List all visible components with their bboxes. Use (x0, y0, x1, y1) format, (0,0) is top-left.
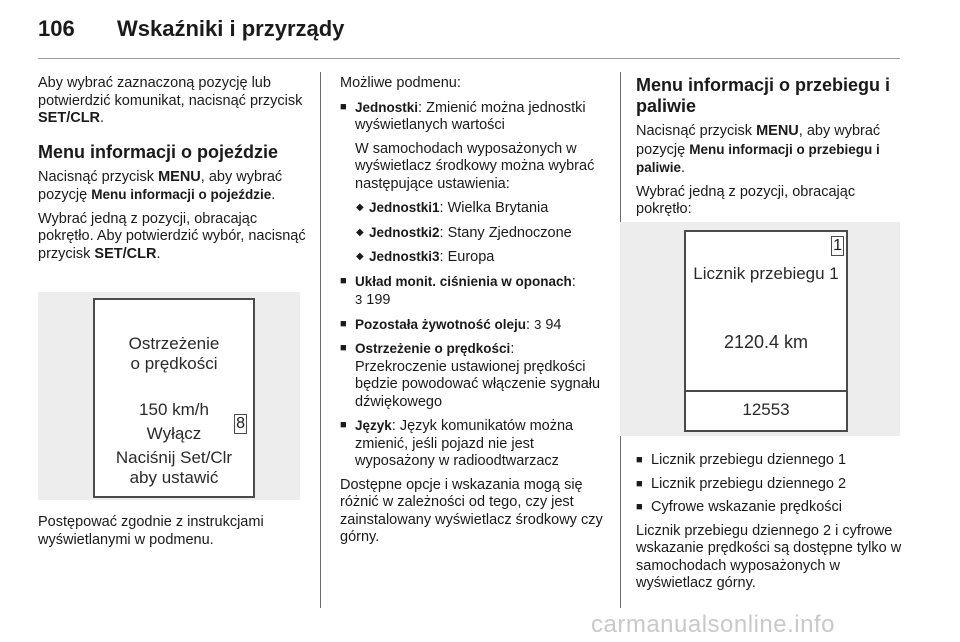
item-label: Jednostki1 (369, 200, 440, 215)
list-item: ■ Licznik przebiegu dziennego 1 (636, 452, 904, 470)
display-odometer: 12553 (742, 400, 790, 419)
item-text: : (571, 273, 576, 290)
button-name: MENU (756, 123, 799, 139)
button-name: MENU (158, 168, 201, 185)
list-item: ■ Licznik przebiegu dziennego 2 (636, 476, 904, 494)
text: . (271, 187, 276, 203)
trip-display-illustration (620, 222, 900, 436)
intro-paragraph (38, 75, 308, 128)
text: Nacisnąć przycisk (38, 168, 159, 185)
paragraph (38, 169, 308, 205)
section-heading-trip-fuel: Menu informacji o przebiegu i paliwie (636, 75, 891, 116)
item-text: : Przekroczenie ustawionej prędkości będzie powodować włączenie sygnału dźwiękowego (355, 341, 601, 410)
display-line: aby ustawić (129, 468, 219, 487)
display-frame (93, 298, 255, 498)
text: Wybrać jedną z pozycji, obracając pokrętło. Aby potwierdzić wybór, nacisnąć przycisk (38, 210, 306, 262)
list-item (340, 417, 608, 471)
item-label: Pozostała żywotność oleju (355, 316, 527, 332)
list-item (340, 340, 608, 411)
sub-list-item (340, 224, 608, 243)
page-reference: 94 (545, 316, 562, 333)
page-number: 106 (38, 16, 75, 41)
item-label: Ostrzeżenie o prędkości (355, 341, 511, 356)
page-indicator: 1 (833, 237, 842, 254)
column-1 (38, 75, 308, 269)
column-2 (340, 75, 608, 553)
item-label: Jednostki (355, 99, 419, 115)
display-line: o prędkości (130, 354, 218, 373)
menu-name: Menu informacji o przebiegu i paliwie (636, 141, 880, 175)
paragraph: Postępować zgodnie z instrukcjami wyświetlanymi w podmenu. (38, 514, 264, 548)
list-item: ■ Cyfrowe wskazanie prędkości (636, 499, 904, 517)
display-line: Ostrzeżenie (128, 334, 220, 353)
speed-warning-display-illustration (38, 292, 300, 500)
page-reference: 199 (366, 292, 391, 308)
display-divider (686, 390, 846, 392)
display-line: Naciśnij Set/Clr (115, 448, 233, 467)
column-3-lower (636, 452, 904, 599)
submenu-intro: Możliwe podmenu: (340, 75, 461, 91)
paragraph (38, 211, 308, 264)
page-indicator: 8 (236, 415, 245, 432)
display-line: Wyłącz (146, 424, 202, 443)
column-divider-1 (320, 72, 321, 608)
diamond-bullet-icon: ◆ (356, 226, 364, 238)
item-text: : Europa (439, 249, 495, 265)
button-name: SET/CLR (38, 110, 101, 126)
text: . (681, 160, 686, 176)
page-reference-icon: 3 (534, 316, 542, 332)
display-title: Licznik przebiegu 1 (693, 264, 839, 283)
menu-name: Menu informacji o pojeździe (91, 187, 272, 202)
item-text: : Stany Zjednoczone (439, 224, 572, 241)
section-heading-vehicle-info: Menu informacji o pojeździe (38, 141, 279, 162)
display-frame (684, 230, 848, 432)
text: , aby wybrać pozycję (636, 123, 881, 158)
note-paragraph: W samochodach wyposażonych w wyświetlacz środkowy można wybrać następujące ustawienia: (355, 140, 595, 192)
column-1-footer (38, 514, 308, 555)
page-header (0, 0, 960, 58)
text: , aby wybrać pozycję (38, 168, 283, 203)
column-3 (636, 75, 900, 225)
list-item (340, 316, 608, 335)
list-item (340, 99, 608, 135)
sub-list-item (340, 199, 608, 218)
item-label: Język (355, 418, 392, 433)
paragraph (636, 123, 900, 178)
paragraph: Dostępne opcje i wskazania mogą się różnić w zależności od tego, czy jest zainstalowany wyświetlacz środkowy czy górny. (340, 476, 603, 545)
display-line: 150 km/h (139, 400, 209, 419)
sub-list-item (340, 248, 608, 267)
item-label: Jednostki2 (369, 224, 440, 240)
text: . (156, 245, 161, 262)
paragraph: Wybrać jedną z pozycji, obracając pokrętło: (636, 183, 856, 217)
text: . (100, 110, 105, 126)
item-text: : Zmienić można jednostki wyświetlanych wartości (355, 99, 586, 133)
item-label: Jednostki3 (369, 249, 440, 264)
button-name: SET/CLR (94, 245, 157, 262)
list-item (340, 273, 608, 310)
header-rule (38, 58, 900, 59)
diamond-bullet-icon: ◆ (356, 202, 364, 213)
page-title: Wskaźniki i przyrządy (117, 16, 345, 41)
item-label: Układ monit. ciśnienia w oponach (355, 273, 572, 289)
display-value: 2120.4 km (723, 332, 809, 352)
page-reference-icon: 3 (355, 292, 363, 307)
watermark: carmanualsonline.info (591, 611, 835, 638)
item-text: : (526, 316, 531, 333)
text: Aby wybrać zaznaczoną pozycję lub potwierdzić komunikat, nacisnąć przycisk (38, 75, 303, 109)
item-text: : Wielka Brytania (439, 200, 549, 216)
item-text: : Język komunikatów można zmienić, jeśli pojazd nie jest wyposażony w radioodtwarzacz (355, 418, 574, 469)
paragraph: Licznik przebiegu dziennego 2 i cyfrowe wskazanie prędkości są dostępne tylko w samochodach wyposażonych w wyświetlacz górny. (636, 522, 902, 591)
text: Nacisnąć przycisk (636, 123, 757, 139)
diamond-bullet-icon: ◆ (356, 251, 364, 262)
